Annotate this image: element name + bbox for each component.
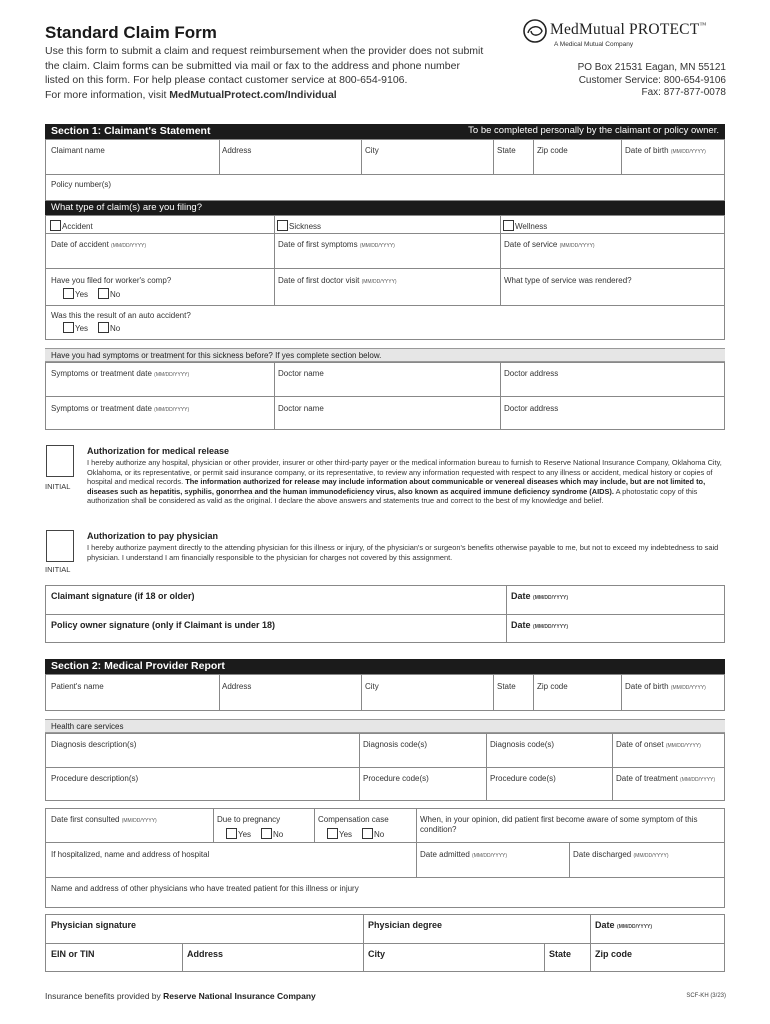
auto-accident-question: Was this the result of an auto accident?: [51, 311, 191, 320]
doctor-name-field-2[interactable]: Doctor name: [278, 404, 324, 413]
contact-info: PO Box 21531 Eagan, MN 55121 Customer Service: 800-654-9106 Fax: 877-877-0078: [577, 62, 726, 98]
patient-address-field[interactable]: Address: [222, 682, 252, 691]
physician-zip-field[interactable]: Zip code: [595, 949, 633, 959]
address-field[interactable]: Address: [222, 146, 252, 155]
policy-number-field[interactable]: Policy number(s): [51, 180, 112, 189]
workers-comp-no-checkbox[interactable]: [98, 288, 109, 299]
health-services-header: Health care services: [45, 719, 725, 733]
patient-name-field[interactable]: Patient's name: [51, 682, 104, 691]
auth-medical-text: I hereby authorize any hospital, physician or other provider, insurer or other third-party payer or the medical information bureau to furnish to Reserve National Insurance Company, Oklahoma City, Oklahoma, or its representative, or permit said insurance company, or its representative, to review any information requested with respect to any illness or accident, medical history or copies of hospital and medical records. The information authorized for release may include information about communicable or venereal diseases which may include, but are not limited to, diseases such as hepatitis, syphilis, gonorrhea and the human immunodeficiency virus, also known as acquired immune deficiency syndrome (AIDS). A photostatic copy of this authorization shall be considered as valid as the original. I declare the above answers and statements true and correct to the best of my knowledge and belief.: [87, 458, 722, 506]
city-field[interactable]: City: [365, 146, 379, 155]
compensation-case-question: Compensation case: [318, 815, 389, 824]
owner-signature-field[interactable]: Policy owner signature (only if Claimant is under 18): [51, 620, 276, 630]
physician-state-field[interactable]: State: [549, 949, 572, 959]
initial-box-medical[interactable]: [46, 445, 74, 477]
doctor-name-field-1[interactable]: Doctor name: [278, 369, 324, 378]
date-first-symptoms-field[interactable]: Date of first symptoms (MM/DD/YYYY): [278, 240, 395, 249]
form-number: SCF-KH (3/23): [686, 993, 726, 999]
zip-field[interactable]: Zip code: [537, 146, 568, 155]
procedure-code-field-1[interactable]: Procedure code(s): [363, 774, 429, 783]
date-treatment-field[interactable]: Date of treatment (MM/DD/YYYY): [616, 774, 716, 783]
due-pregnancy-question: Due to pregnancy: [217, 815, 281, 824]
workers-comp-yes-checkbox[interactable]: [63, 288, 74, 299]
patient-state-field[interactable]: State: [497, 682, 516, 691]
physician-signature-field[interactable]: Physician signature: [51, 920, 137, 930]
patient-zip-field[interactable]: Zip code: [537, 682, 568, 691]
company-logo: MedMutual PROTECT™ A Medical Mutual Company: [522, 18, 727, 60]
date-onset-field[interactable]: Date of onset (MM/DD/YYYY): [616, 740, 701, 749]
date-of-accident-field[interactable]: Date of accident (MM/DD/YYYY): [51, 240, 147, 249]
date-first-doctor-field[interactable]: Date of first doctor visit (MM/DD/YYYY): [278, 276, 397, 285]
physician-date-field[interactable]: Date (MM/DD/YYYY): [595, 920, 653, 930]
website-link[interactable]: MedMutualProtect.com/Individual: [169, 88, 337, 101]
symptoms-header: Have you had symptoms or treatment for this sickness before? If yes complete section below.: [45, 348, 725, 362]
auth-medical-title: Authorization for medical release: [87, 446, 230, 456]
diagnosis-code-field-2[interactable]: Diagnosis code(s): [490, 740, 555, 749]
accident-checkbox[interactable]: [50, 220, 61, 231]
physician-city-field[interactable]: City: [368, 949, 386, 959]
patient-dob-field[interactable]: Date of birth (MM/DD/YYYY): [625, 682, 706, 691]
service-type-field[interactable]: What type of service was rendered?: [504, 276, 632, 285]
physician-degree-field[interactable]: Physician degree: [368, 920, 443, 930]
ein-tin-field[interactable]: EIN or TIN: [51, 949, 95, 959]
date-first-consulted-field[interactable]: Date first consulted (MM/DD/YYYY): [51, 815, 157, 824]
state-field[interactable]: State: [497, 146, 516, 155]
owner-signature-date-field[interactable]: Date (MM/DD/YYYY): [511, 620, 569, 630]
diagnosis-description-field[interactable]: Diagnosis description(s): [51, 740, 137, 749]
date-admitted-field[interactable]: Date admitted (MM/DD/YYYY): [420, 850, 508, 859]
symptom-awareness-field[interactable]: When, in your opinion, did patient first become aware of some symptom of this condition?: [420, 815, 698, 834]
procedure-code-field-2[interactable]: Procedure code(s): [490, 774, 556, 783]
initial-box-pay[interactable]: [46, 530, 74, 562]
section2-header: Section 2: Medical Provider Report: [45, 659, 725, 674]
auth-pay-text: I hereby authorize payment directly to the attending physician for this illness or injury, of the physician's or surgeon's benefits otherwise payable to me, but not to exceed my indebtedness to said physician. I understand I am financially responsible to the physician for charges not covered by this assignment.: [87, 543, 719, 562]
dob-field[interactable]: Date of birth (MM/DD/YYYY): [625, 146, 706, 155]
claimant-signature-field[interactable]: Claimant signature (if 18 or older): [51, 591, 195, 601]
logo-swirl-icon: [522, 18, 548, 44]
auth-pay-title: Authorization to pay physician: [87, 531, 219, 541]
symptoms-date-field-2[interactable]: Symptoms or treatment date (MM/DD/YYYY): [51, 404, 190, 413]
compensation-no-checkbox[interactable]: [362, 828, 373, 839]
doctor-address-field-2[interactable]: Doctor address: [504, 404, 559, 413]
date-of-service-field[interactable]: Date of service (MM/DD/YYYY): [504, 240, 595, 249]
section1-header: Section 1: Claimant's Statement To be completed personally by the claimant or policy owner.: [45, 124, 725, 139]
sickness-checkbox[interactable]: [277, 220, 288, 231]
claimant-name-field[interactable]: Claimant name: [51, 146, 105, 155]
auto-accident-no-checkbox[interactable]: [98, 322, 109, 333]
claimant-signature-date-field[interactable]: Date (MM/DD/YYYY): [511, 591, 569, 601]
footer-text: Insurance benefits provided by Reserve National Insurance Company: [45, 991, 316, 1001]
intro-text: Use this form to submit a claim and request reimbursement when the provider does not submit the claim. Claim forms can be submitted via mail or fax to the address and phone number listed on this form. For help please contact customer service at 800-654-9106. For more information, visit MedMutualProtect.com/Individual: [45, 45, 484, 101]
doctor-address-field-1[interactable]: Doctor address: [504, 369, 559, 378]
auto-accident-yes-checkbox[interactable]: [63, 322, 74, 333]
claim-type-header: What type of claim(s) are you filing?: [45, 201, 725, 215]
pregnancy-no-checkbox[interactable]: [261, 828, 272, 839]
physician-address-field[interactable]: Address: [187, 949, 224, 959]
page-title: Standard Claim Form: [45, 23, 217, 42]
patient-city-field[interactable]: City: [365, 682, 379, 691]
wellness-checkbox[interactable]: [503, 220, 514, 231]
workers-comp-question: Have you filed for worker's comp?: [51, 276, 172, 285]
claim-form-page: Standard Claim Form Use this form to submit a claim and request reimbursement when the provider does not submit the claim. Claim forms can be submitted via mail or fax to the address and phone number listed on this form. For help please contact customer service at 800-654-9106. For more information, visit MedMutualProtect.com/Individual MedMutual PROTECT™ A Medical Mutual Company PO Box 21531 Eagan, MN 55121 Customer Service: 800-654-9106 Fax: 877-877-0078 Section 1: Claimant's Statement To be completed personally by the claimant or policy owner. Claimant name Address City State Zip code Date of birth (MM/DD/YYYY) Policy number(s) What type of claim(s) are you filing? Accident Sickness Wellness Date of accident (MM/DD/YYYY) Date of first symptoms (MM/DD/YYYY) Date of service (MM/DD/YYYY) Have you filed for worker's comp? Yes No Date of first doctor visit (MM/DD/YYYY) What type of service was rendered? Was this the result of an auto accident? Yes No Have you had symptoms or treatment for this sickness before? If yes complete section below. Symptoms or treatment date (MM/DD/YYYY) Doctor name Doctor address Symptoms or treatment date (MM/DD/YYYY) Doctor name Doctor address INITIAL Authorization for medical release I hereby authorize any hospital, physician or other provider, insurer or other third-party payer or the medical information bureau to furnish to Reserve National Insurance Company, Oklahoma City, Oklahoma, or its representative, or permit said insurance company, or its representative, to review any information requested with respect to any illness or accident, medical history or copies of hospital and medical records. The information authorized for release may include information about communicable or venereal diseases which may include, but are not limited to, diseases such as hepatitis, syphilis, gonorrhea and the human immunodeficiency virus, also known as acquired immune deficiency syndrome (AIDS). A photostatic copy of this authorization shall be considered as valid as the original. I declare the above answers and statements true and correct to the best of my knowledge and belief. INITIAL Authorization to pay physician I hereby authorize payment directly to the attending physician for this illness or injury, of the physician's or surgeon's benefits otherwise payable to me, but not to exceed my indebtedness to said physician. I understand I am financially responsible to the physician for charges not covered by this assignment. Claimant signature (if 18 or older) Date (MM/DD/YYYY) Policy owner signature (only if Claimant is under 18) Date (MM/DD/YYYY) Section 2: Medical Provider Report Patient's name Address City State Zip code Date of birth (MM/DD/YYYY) Health care services Diagnosis description(s) Diagnosis code(s) Diagnosis code(s) Date of onset (MM/DD/YYYY) Procedure description(s) Procedure code(s) Procedure code(s) Date of treatment (MM/DD/YYYY) Date first consulted (MM/DD/YYYY) Due to pregnancy Yes No Compensation case Yes No When, in your opinion, did patient first become aware of some symptom of this condition? If hospitalized, name and address of hospital Date admitted (MM/DD/YYYY) Date discharged (MM/DD/YYYY) Name and address of other physicians who have treated patient for this illness or injury Physician signature Physician degree Date (MM/DD/YYYY) EIN or TIN Address City State Zip code Insurance benefits provided by Reserve National Insurance Company SCF-KH (3/23): [0, 0, 770, 1024]
compensation-yes-checkbox[interactable]: [327, 828, 338, 839]
hospital-field[interactable]: If hospitalized, name and address of hospital: [51, 850, 210, 859]
diagnosis-code-field-1[interactable]: Diagnosis code(s): [363, 740, 428, 749]
date-discharged-field[interactable]: Date discharged (MM/DD/YYYY): [573, 850, 669, 859]
procedure-description-field[interactable]: Procedure description(s): [51, 774, 139, 783]
pregnancy-yes-checkbox[interactable]: [226, 828, 237, 839]
symptoms-date-field-1[interactable]: Symptoms or treatment date (MM/DD/YYYY): [51, 369, 190, 378]
other-physicians-field[interactable]: Name and address of other physicians who have treated patient for this illness or injury: [51, 884, 359, 893]
